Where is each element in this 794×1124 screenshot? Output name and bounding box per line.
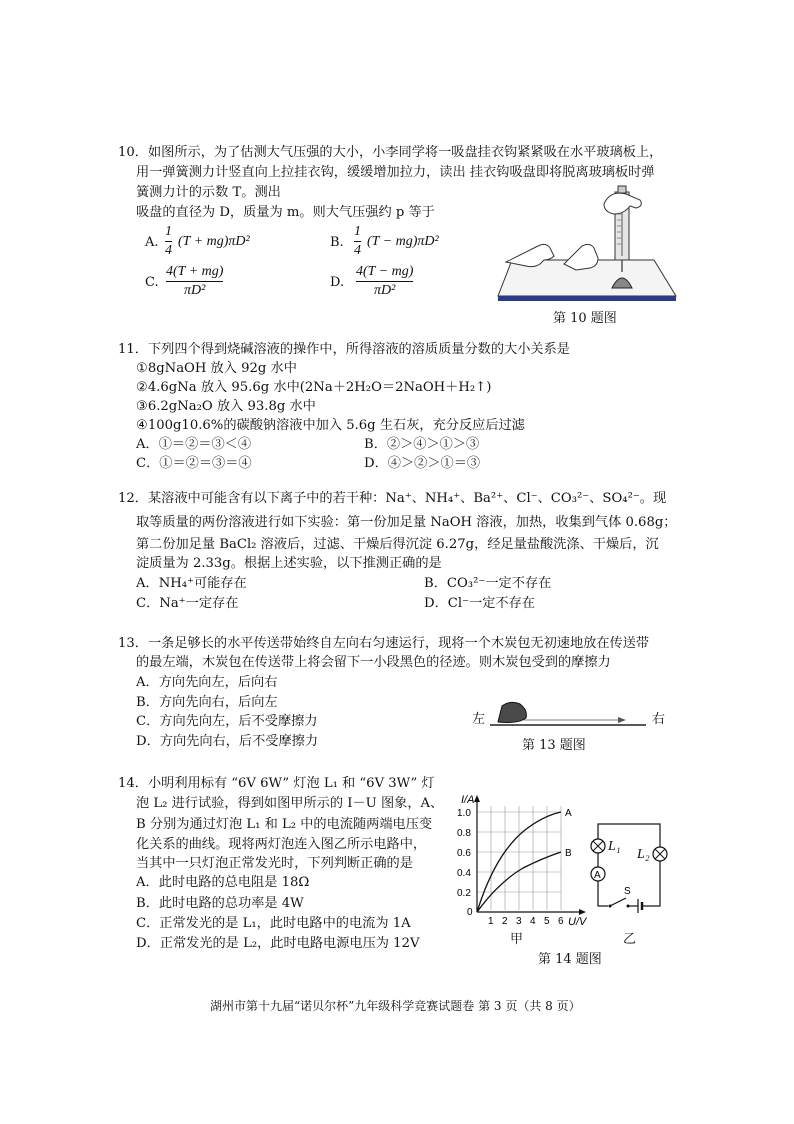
q13-option-c: C．方向先向左，后不受摩擦力: [136, 714, 318, 729]
q14-circuit: [588, 818, 668, 918]
q13-left-label: 左: [472, 712, 486, 727]
q10-option-d-label: D.: [330, 275, 345, 290]
q14-iu-graph: [455, 794, 595, 930]
x-tick-6: 6: [558, 916, 564, 927]
q10-caption: 第 10 题图: [553, 311, 617, 326]
spring-scale-top: [618, 186, 626, 193]
x-tick-2: 2: [502, 916, 508, 927]
q13-option-b: B．方向先向右，后向左: [136, 695, 278, 710]
q13-line-1: 13．一条足够长的水平传送带始终自左向右匀速运行，现将一个木炭包无初速地放在传送带: [118, 636, 650, 651]
q11-item-4: ④100g10.6%的碳酸钠溶液中加入 5.6g 生石灰，充分反应后过滤: [136, 418, 525, 433]
right-hand: [604, 193, 641, 214]
x-tick-4: 4: [530, 916, 536, 927]
plate-edge: [498, 296, 676, 301]
q13-line-2: 的最左端，木炭包在传送带上将会留下一小段黑色的径迹。则木炭包受到的摩擦力: [136, 655, 611, 670]
page-footer: 湖州市第十九届“诺贝尔杯”九年级科学竞赛试题卷 第 3 页（共 8 页）: [210, 999, 581, 1013]
q14-line-5: 当其中一只灯泡正常发光时，下列判断正确的是: [136, 856, 413, 871]
q12-option-d: D．Cl⁻一定不存在: [424, 596, 535, 611]
curve-a-label: A: [565, 808, 572, 819]
q12-line-2: 取等质量的两份溶液进行如下实验：第一份加足量 NaOH 溶液，加热，收集到气体 0.68g；: [136, 515, 677, 530]
graph-sub-caption: 甲: [510, 932, 524, 947]
q10-option-d-fraction: [356, 264, 413, 299]
q13-option-a: A．方向先向左，后向右: [136, 675, 278, 690]
x-tick-1: 1: [488, 916, 494, 927]
q12-line-4: 淀质量为 2.33g。根据上述实验，以下推测正确的是: [136, 556, 442, 571]
lamp-l1-label: L₁: [608, 839, 621, 854]
y-tick-0.4: 0.4: [457, 868, 471, 879]
fraction-denominator: 4: [165, 243, 172, 259]
x-tick-5: 5: [544, 916, 550, 927]
ammeter-label: A: [594, 870, 601, 881]
fraction-numerator: 4(T + mg): [166, 264, 224, 279]
q10-option-a-expr: (T + mg)πD²: [178, 234, 250, 249]
charcoal-bag: [498, 702, 526, 722]
q13-figure: [488, 696, 648, 730]
q13-right-label: 右: [652, 712, 666, 727]
switch-label: S: [624, 886, 631, 897]
q14-line-3: B 分别为通过灯泡 L₁ 和 L₂ 中的电流随两端电压变: [136, 817, 433, 832]
q12-option-c: C．Na⁺一定存在: [136, 596, 239, 611]
q12-line-1: 12．某溶液中可能含有以下离子中的若干种：Na⁺、NH₄⁺、Ba²⁺、Cl⁻、CO₃²⁻、SO₄²⁻。现: [118, 491, 667, 506]
fraction-denominator: 4: [354, 243, 361, 259]
q11-option-c: C．①＝②＝③＝④: [136, 456, 252, 471]
q13-caption: 第 13 题图: [522, 738, 586, 753]
y-tick-0.6: 0.6: [457, 848, 471, 859]
x-tick-3: 3: [516, 916, 522, 927]
fraction-denominator: πD²: [374, 283, 396, 299]
q11-option-b: B．②＞④＞①＞③: [364, 437, 480, 452]
q11-item-1: ①8gNaOH 放入 92g 水中: [136, 361, 297, 376]
q11-item-2: ②4.6gNa 放入 95.6g 水中(2Na＋2H₂O＝2NaOH＋H₂↑): [136, 380, 492, 395]
fraction-numerator: 1: [354, 224, 361, 239]
q11-option-d: D．④＞②＞①＝③: [364, 456, 481, 471]
q11-stem: 11．下列四个得到烧碱溶液的操作中，所得溶液的溶质质量分数的大小关系是: [118, 342, 570, 357]
q14-option-a: A．此时电路的总电阻是 18Ω: [136, 875, 310, 890]
q10-line-1: 10．如图所示，为了估测大气压强的大小，小李同学将一吸盘挂衣钩紧紧吸在水平玻璃板上，: [118, 145, 663, 160]
q14-line-4: 化关系的曲线。现将两灯泡连入图乙所示电路中，: [136, 837, 427, 852]
q10-option-b-fraction: [354, 224, 361, 259]
y-tick-0.2: 0.2: [457, 888, 471, 899]
q10-line-3: 簧测力计的示数 T。测出: [136, 185, 281, 200]
q10-option-a-label: A.: [145, 235, 159, 250]
q14-line-1: 14．小明利用标有 “6V 6W” 灯泡 L₁ 和 “6V 3W” 灯: [118, 776, 435, 791]
lamp-l2-label: L₂: [637, 847, 650, 862]
middle-hand: [564, 244, 598, 270]
q11-option-a: A．①＝②＝③＜④: [136, 437, 252, 452]
q14-line-2: 泡 L₂ 进行试验，得到如图甲所示的 I－U 图象，A、: [136, 796, 444, 811]
q10-line-2: 用一弹簧测力计竖直向上拉挂衣钩，缓缓增加拉力，读出 挂衣钩吸盘即将脱离玻璃板时弹: [136, 165, 655, 180]
x-axis-label: U/V: [568, 916, 587, 928]
q10-figure: [494, 184, 680, 308]
curve-b-label: B: [565, 848, 572, 859]
q10-line-4: 吸盘的直径为 D，质量为 m。则大气压强约 p 等于: [136, 205, 435, 220]
y-tick-0.8: 0.8: [457, 828, 471, 839]
q14-option-c: C．正常发光的是 L₁，此时电路中的电流为 1A: [136, 916, 411, 931]
q10-option-a-fraction: [165, 224, 172, 259]
q12-option-b: B．CO₃²⁻一定不存在: [424, 576, 552, 591]
q10-option-c-fraction: [166, 264, 223, 299]
q13-option-d: D．方向先向右，后不受摩擦力: [136, 734, 319, 749]
q10-option-b-expr: (T − mg)πD²: [367, 234, 439, 249]
fraction-numerator: 4(T − mg): [356, 264, 414, 279]
q14-option-b: B．此时电路的总功率是 4W: [136, 896, 304, 911]
q12-option-a: A．NH₄⁺可能存在: [136, 576, 247, 591]
fraction-numerator: 1: [165, 224, 172, 239]
y-axis-label: I/A: [461, 794, 475, 806]
q14-option-d: D．正常发光的是 L₂，此时电路电源电压为 12V: [136, 936, 420, 951]
fraction-denominator: πD²: [184, 283, 206, 299]
q10-option-c-label: C.: [145, 275, 159, 290]
q10-option-b-label: B.: [330, 235, 344, 250]
y-tick-0: 0: [467, 907, 473, 918]
y-tick-1.0: 1.0: [457, 808, 471, 819]
circuit-sub-caption: 乙: [623, 932, 637, 947]
q11-item-3: ③6.2gNa₂O 放入 93.8g 水中: [136, 399, 316, 414]
q12-line-3: 第二份加足量 BaCl₂ 溶液后，过滤、干燥后得沉淀 6.27g，经足量盐酸洗涤、干燥后，沉: [136, 537, 659, 552]
q14-caption: 第 14 题图: [538, 952, 602, 967]
